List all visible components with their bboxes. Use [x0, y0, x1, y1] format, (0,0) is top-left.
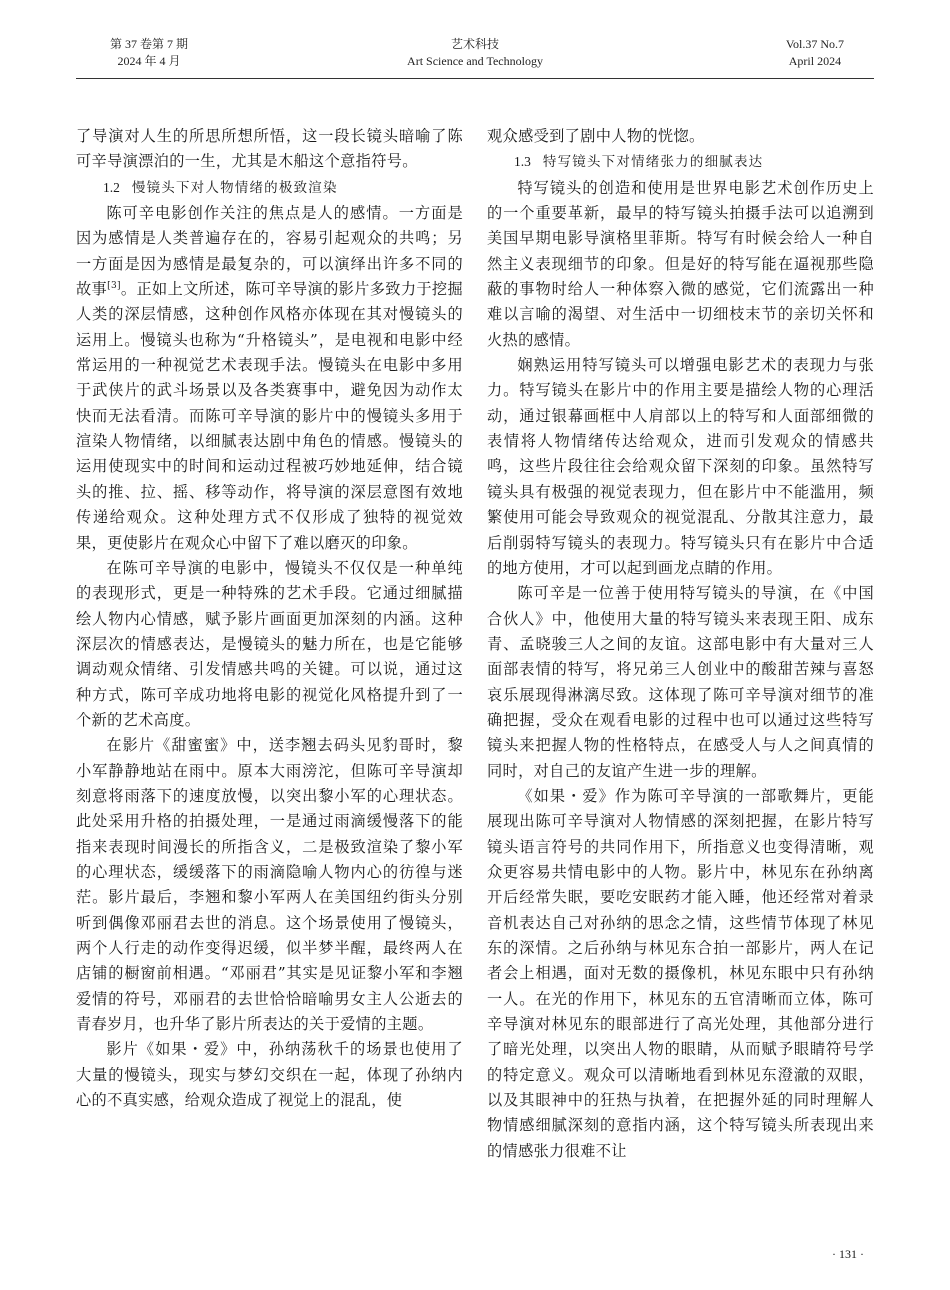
paragraph: 特写镜头的创造和使用是世界电影艺术创作历史上的一个重要革新，最早的特写镜头拍摄手法可以追溯到美国早期电影导演格里菲斯。特写有时候会给人一种自然主义表现细节的印象。但是好的特写能在逼视那些隐蔽的事物时给人一种体察入微的感觉，它们流露出一种难以言喻的渴望、对生活中一切细枝末节的亲切关怀和火热的感情。 — [487, 178, 874, 349]
paragraph: 在影片《甜蜜蜜》中，送李翘去码头见豹哥时，黎小军静静地站在雨中。原本大雨滂沱，但陈可辛导演却刻意将雨落下的速度放慢，以突出黎小军的心理状态。此处采用升格的拍摄处理，一是通过雨滴缓慢落下的能指来表现时间漫长的所指含义，二是极致渲染了黎小军的心理状态，缓缓落下的雨滴隐喻人物内心的彷徨与迷茫。影片最后，李翘和黎小军两人在美国纽约街头分别听到偶像邓丽君去世的消息。这个场景使用了慢镜头，两个人行走的动作变得迟缓，似半梦半醒，最终两人在店铺的橱窗前相遇。“邓丽君”其实是见证黎小军和李翘爱情的符号，邓丽君的去世恰恰暗喻男女主人公逝去的青春岁月，也升华了影片所表达的关于爱情的主题。 — [76, 736, 463, 1034]
paragraph: 影片《如果・爱》中，孙纳荡秋千的场景也使用了大量的慢镜头，现实与梦幻交织在一起，体现了孙纳内心的不真实感，给观众造成了视觉上的混乱，使 — [76, 1040, 463, 1110]
section-heading-1-2 — [76, 175, 463, 201]
paragraph: 观众感受到了剧中人物的恍惚。 — [487, 127, 705, 145]
journal-title-cn: 艺术科技 — [450, 37, 499, 51]
paragraph — [76, 201, 463, 556]
volume-issue-en: Vol.37 No.7 — [785, 37, 844, 51]
paragraph: 陈可辛是一位善于使用特写镜头的导演，在《中国合伙人》中，他使用大量的特写镜头来表现王阳、成东青、孟晓骏三人之间的友谊。这部电影中有大量对三人面部表情的特写，将兄弟三人创业中的酸甜苦辣与喜怒哀乐展现得淋漓尽致。这体现了陈可辛导演对细节的准确把握，受众在观看电影的过程中也可以通过这些特写镜头来把握人物的性格特点，在感受人与人之间真情的同时，对自己的友谊产生进一步的理解。 — [487, 584, 874, 780]
section-title: 特写镜头下对情绪张力的细腻表达 — [542, 154, 764, 171]
section-title: 慢镜头下对人物情绪的极致渲染 — [131, 179, 338, 196]
paragraph: 《如果・爱》作为陈可辛导演的一部歌舞片，更能展现出陈可辛导演对人物情感的深刻把握，在影片特写镜头语言符号的共同作用下，所指意义也变得清晰，观众更容易共情电影中的人物。影片中，林见东在孙纳离开后经常失眠，要吃安眠药才能入睡，他还经常对着录音机表达自己对孙纳的思念之情，这些情节体现了林见东的深情。之后孙纳与林见东合拍一部影片，两人在记者会上相遇，面对无数的摄像机，林见东眼中只有孙纳一人。在光的作用下，林见东的五官清晰而立体，陈可辛导演对林见东的眼部进行了高光处理，其他部分进行了暗光处理，以突出人物的眼睛，从而赋予眼睛符号学的特定意义。观众可以清晰地看到林见东澄澈的双眼，以及其眼神中的狂热与执着，在把握外延的同时理解人物情感细腻深刻的意指内涵，这个特写镜头所表现出来的情感张力很难不让 — [487, 786, 874, 1160]
header-right — [786, 36, 844, 70]
paragraph-text: 陈可辛电影创作关注的焦点是人的感情。一方面是因为感情是人类普遍存在的，容易引起观众的共鸣；另一方面是因为感情是最复杂的，可以演绎出许多不同的故事 — [76, 204, 463, 299]
paragraph-text: 。正如上文所述，陈可辛导演的影片多致力于挖掘人类的深层情感，这种创作风格亦体现在其对慢镜头的运用上。慢镜头也称为“升格镜头”，是电视和电影中经常运用的一种视觉艺术表现手法。慢镜头在电影中多用于武侠片的武斗场景以及各类赛事中，避免因为动作太快而无法看清。而陈可辛导演的影片中的慢镜头多用于渲染人物情绪，以细腻表达剧中角色的情感。慢镜头的运用使现实中的时间和运动过程被巧妙地延伸，结合镜头的推、拉、摇、移等动作，将导演的深层意图有效地传递给观众。这种处理方式不仅形成了独特的视觉效果，更使影片在观众心中留下了难以磨灭的印象。 — [76, 280, 464, 552]
right-column — [487, 124, 874, 1164]
section-heading-1-3 — [487, 149, 874, 175]
paragraph: 了导演对人生的所思所想所悟，这一段长镜头暗喻了陈可辛导演漂泊的一生，尤其是木船这个意指符号。 — [76, 127, 463, 171]
page-number: · 131 · — [832, 1247, 864, 1261]
journal-title-en: Art Science and Technology — [407, 54, 543, 68]
running-header — [76, 36, 874, 76]
paragraph: 娴熟运用特写镜头可以增强电影艺术的表现力与张力。特写镜头在影片中的作用主要是描绘人物的心理活动，通过银幕画框中人肩部以上的特写和人面部细微的表情将人物情绪传达给观众，进而引发观众的情感共鸣，这些片段往往会给观众留下深刻的印象。虽然特写镜头具有极强的视觉表现力，但在影片中不能滥用，频繁使用可能会导致观众的视觉混乱、分散其注意力，最后削弱特写镜头的表现力。特写镜头只有在影片中合适的地方使用，才可以起到画龙点睛的作用。 — [487, 356, 874, 577]
paragraph: 在陈可辛导演的电影中，慢镜头不仅仅是一种单纯的表现形式，更是一种特殊的艺术手段。它通过细腻描绘人物内心情感，赋予影片画面更加深刻的内涵。这种深层次的情感表达，是慢镜头的魅力所在，也是它能够调动观众情绪、引发情感共鸣的关键。可以说，通过这种方式，陈可辛成功地将电影的视觉化风格提升到了一个新的艺术高度。 — [76, 558, 463, 729]
issue-date-cn: 2024 年 4 月 — [117, 54, 181, 68]
citation: [3] — [107, 281, 121, 292]
volume-issue: 第 37 卷第 7 期 — [110, 37, 189, 51]
section-number: 1.2 — [103, 179, 120, 195]
header-rule — [76, 78, 874, 79]
issue-date-en: April 2024 — [788, 54, 842, 68]
section-number: 1.3 — [514, 154, 531, 170]
left-column — [76, 124, 463, 1113]
header-center — [76, 36, 874, 70]
